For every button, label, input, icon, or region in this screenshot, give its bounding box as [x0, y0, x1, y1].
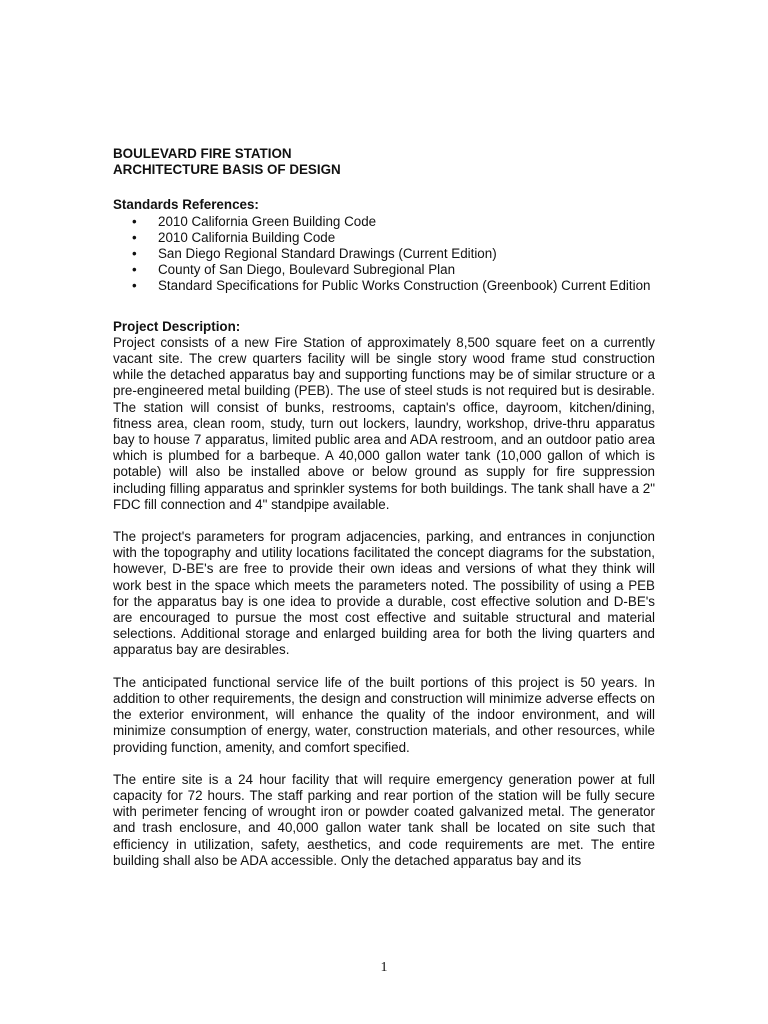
standards-references-list	[113, 214, 655, 295]
project-description-heading: Project Description:	[113, 318, 241, 334]
document-page	[113, 146, 655, 885]
document-title-line-1: BOULEVARD FIRE STATION	[113, 146, 292, 161]
bullet-icon: •	[132, 246, 137, 262]
paragraph-service-life: The anticipated functional service life of the built portions of this project is 50 years. In addition to other requirements, the design and construction will minimize adverse effects on the exterior environment, will enhance the quality of the indoor environment, and will minimize consumption of energy, water, construction materials, and other resources, while providing function, amenity, and comfort specified.	[113, 674, 655, 755]
bullet-icon: •	[132, 213, 137, 229]
list-item-text: 2010 California Building Code	[158, 229, 336, 245]
list-item	[113, 230, 655, 246]
list-item	[113, 246, 655, 262]
bullet-icon: •	[132, 229, 137, 245]
document-title-line-2: ARCHITECTURE BASIS OF DESIGN	[113, 162, 341, 178]
paragraph-project-overview: Project consists of a new Fire Station of approximately 8,500 square feet on a currently vacant site. The crew quarters facility will be single story wood frame stud construction while the detached apparatus bay and supporting functions may be of similar structure or a pre-engineered metal building (PEB). The use of steel studs is not required but is desirable. The station will consist of bunks, restrooms, captain's office, dayroom, kitchen/dining, fitness area, clean room, study, turn out lockers, laundry, workshop, drive-thru apparatus bay to house 7 apparatus, limited public area and ADA restroom, and an outdoor patio area which is plumbed for a barbeque. A 40,000 gallon water tank (10,000 gallon of which is potable) will also be installed above or below ground as supply for fire suppression including filling apparatus and sprinkler systems for both buildings. The tank shall have a 2" FDC fill connection and 4" standpipe available.	[113, 334, 655, 512]
paragraph-site-facility: The entire site is a 24 hour facility that will require emergency generation power at full capacity for 72 hours. The staff parking and rear portion of the station will be fully secure with perimeter fencing of wrought iron or powder coated galvanized metal. The generator and trash enclosure, and 40,000 gallon water tank shall be located on site such that efficiency in utilization, safety, aesthetics, and code requirements are met. The entire building shall also be ADA accessible. Only the detached apparatus bay and its	[113, 771, 655, 868]
list-item	[113, 214, 655, 230]
list-item	[113, 262, 655, 278]
list-item-text: Standard Specifications for Public Works Construction (Greenbook) Current Edition	[158, 278, 651, 294]
list-item-text: County of San Diego, Boulevard Subregional Plan	[158, 262, 456, 278]
list-item-text: San Diego Regional Standard Drawings (Current Edition)	[158, 246, 497, 262]
standards-references-heading: Standards References:	[113, 197, 259, 213]
bullet-icon: •	[132, 278, 137, 294]
list-item-text: 2010 California Green Building Code	[158, 213, 377, 229]
page-number: 1	[380, 960, 388, 975]
bullet-icon: •	[132, 262, 137, 278]
list-item	[113, 278, 655, 294]
paragraph-program-parameters: The project's parameters for program adjacencies, parking, and entrances in conjunction with the topography and utility locations facilitated the concept diagrams for the substation, however, D-BE's are free to provide their own ideas and versions of what they think will work best in the space which meets the parameters noted. The possibility of using a PEB for the apparatus bay is one idea to provide a durable, cost effective solution and D-BE's are encouraged to pursue the most cost effective and suitable structural and material selections. Additional storage and enlarged building area for both the living quarters and apparatus bay are desirables.	[113, 529, 655, 658]
